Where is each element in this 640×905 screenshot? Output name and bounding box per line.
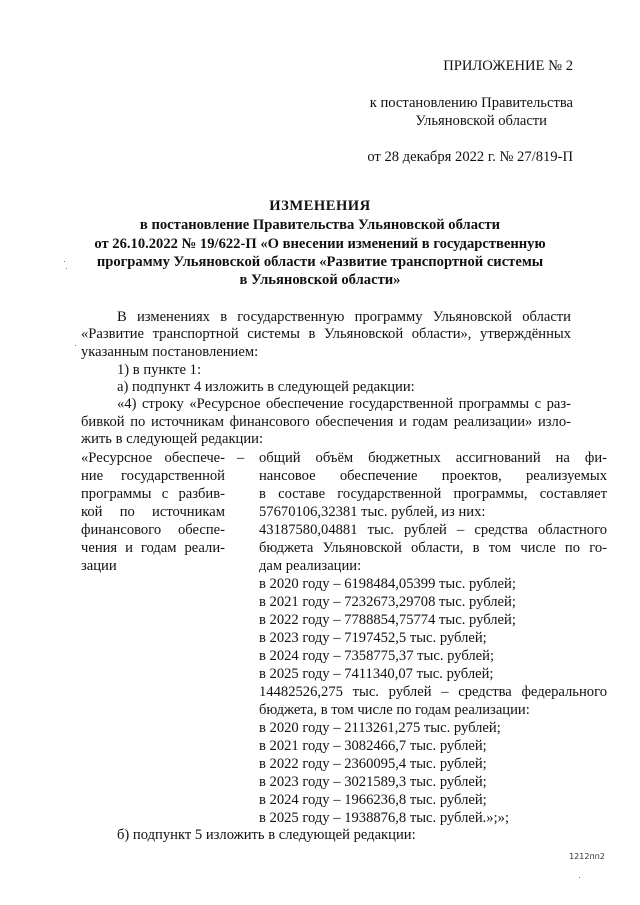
regional-budget-line: дам реализации: [259, 558, 362, 574]
scan-speck [75, 345, 76, 346]
paragraph-line-1: В изменениях в государственную программу Ульяновской области [117, 309, 571, 325]
reference-line-1: к постановлению Правительства [369, 95, 573, 111]
document-title: ИЗМЕНЕНИЯ [269, 198, 371, 214]
row-label-line: чения и годам реали- [81, 540, 225, 556]
scan-speck [64, 261, 65, 262]
title-line-5: в Ульяновской области» [239, 272, 401, 288]
document-stamp: 1212пп2 [569, 852, 605, 861]
item-4-line-3: жить в следующей редакции: [81, 431, 264, 447]
reference-line-2: Ульяновской области [415, 113, 547, 129]
scan-speck [66, 268, 67, 269]
funding-intro-line: общий объём бюджетных ассигнований на фи- [259, 450, 607, 466]
title-line-3: от 26.10.2022 № 19/622-П «О внесении изменений в государственную [94, 236, 546, 252]
funding-intro-line: 57670106,32381 тыс. рублей, из них: [259, 504, 486, 520]
paragraph-line-2: «Развитие транспортной системы в Ульяновской области», утверждённых [81, 326, 571, 342]
federal-budget-line: бюджета, в том числе по годам реализации: [259, 702, 530, 718]
regional-year-2025: в 2025 году – 7411340,07 тыс. рублей; [259, 666, 494, 682]
row-separator-dash: – [237, 450, 245, 466]
federal-year-2022: в 2022 году – 2360095,4 тыс. рублей; [259, 756, 487, 772]
federal-year-2024: в 2024 году – 1966236,8 тыс. рублей; [259, 792, 487, 808]
row-label [81, 449, 225, 575]
item-4-line-2: бивкой по источникам финансового обеспечения и годам реализации» изло- [81, 414, 571, 430]
row-label-line: «Ресурсное обеспече- [81, 450, 225, 466]
federal-year-2025: в 2025 году – 1938876,8 тыс. рублей.»;»; [259, 810, 510, 826]
federal-year-2020: в 2020 году – 2113261,275 тыс. рублей; [259, 720, 501, 736]
regional-budget-line: бюджета Ульяновской области, в том числе по го- [259, 540, 607, 556]
regional-year-2024: в 2024 году – 7358775,37 тыс. рублей; [259, 648, 495, 664]
regional-year-2023: в 2023 году – 7197452,5 тыс. рублей; [259, 630, 487, 646]
item-b: б) подпункт 5 изложить в следующей редакции: [117, 827, 416, 843]
federal-budget-line: 14482526,275 тыс. рублей – средства федерального [259, 684, 607, 700]
appendix-number: ПРИЛОЖЕНИЕ № 2 [443, 58, 573, 74]
row-label-line: кой по источникам [81, 504, 225, 520]
row-label-line: ние государственной [81, 468, 225, 484]
regional-budget-line: 43187580,04881 тыс. рублей – средства областного [259, 522, 607, 538]
federal-year-2021: в 2021 году – 3082466,7 тыс. рублей; [259, 738, 487, 754]
regional-year-2021: в 2021 году – 7232673,29708 тыс. рублей; [259, 594, 516, 610]
row-label-line: финансового обеспе- [81, 522, 225, 538]
decree-date: от 28 декабря 2022 г. № 27/819-П [367, 149, 573, 165]
regional-year-2020: в 2020 году – 6198484,05399 тыс. рублей; [259, 576, 516, 592]
row-label-line: программы с разбив- [81, 486, 225, 502]
title-line-2: в постановление Правительства Ульяновской области [139, 217, 501, 233]
funding-intro-line: нансовое обеспечение проектов, реализуемых [259, 468, 607, 484]
paragraph-line-3: указанным постановлением: [81, 344, 259, 360]
scan-speck [579, 877, 580, 878]
item-4-line-1: «4) строку «Ресурсное обеспечение государственной программы с раз- [117, 396, 571, 412]
federal-year-2023: в 2023 году – 3021589,3 тыс. рублей; [259, 774, 487, 790]
regional-year-2022: в 2022 году – 7788854,75774 тыс. рублей; [259, 612, 516, 628]
item-a: а) подпункт 4 изложить в следующей редакции: [117, 379, 415, 395]
funding-intro-line: в составе государственной программы, составляет [259, 486, 607, 502]
title-line-4: программу Ульяновской области «Развитие транспортной системы [96, 254, 544, 270]
row-label-line: зации [81, 558, 117, 574]
item-1: 1) в пункте 1: [117, 362, 202, 378]
